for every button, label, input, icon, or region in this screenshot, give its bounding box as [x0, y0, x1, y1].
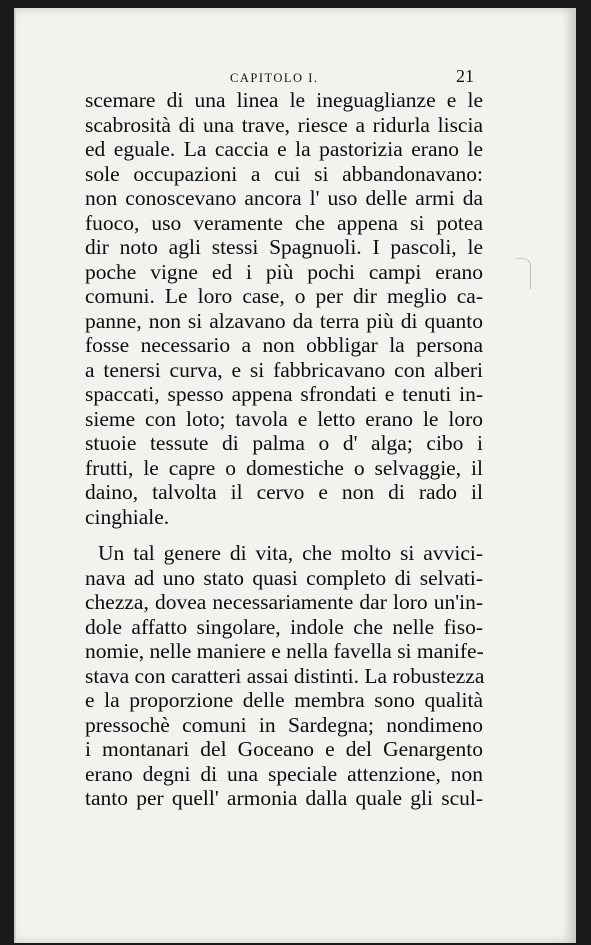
- text-line: fuoco, uso veramente che appena si potea: [85, 210, 483, 235]
- text-line: pressochè comuni in Sardegna; nondimeno: [85, 712, 483, 737]
- text-line: poche vigne ed i più pochi campi erano: [85, 259, 483, 284]
- text-line: frutti, le capre o domestiche o selvaggie, il: [85, 455, 483, 480]
- text-line: scemare di una linea le ineguaglianze e le: [85, 88, 483, 112]
- text-line: ed eguale. La caccia e la pastorizia erano le: [85, 137, 483, 161]
- paragraph: [85, 88, 483, 529]
- text-line: i montanari del Goceano e del Genargento: [85, 737, 483, 761]
- text-line: e la proporzione delle membra sono qualità: [85, 688, 483, 712]
- text-line: erano degni di una speciale attenzione, non: [85, 761, 483, 786]
- book-page: [14, 8, 576, 943]
- text-line: daino, talvolta il cervo e non di rado il: [85, 480, 483, 504]
- text-line: scabrosità di una trave, riesce a ridurla liscia: [85, 112, 483, 137]
- body-text: [85, 88, 483, 811]
- text-line: dir noto agli stessi Spagnuoli. I pascoli, le: [85, 235, 483, 259]
- text-line: sieme con loto; tavola e letto erano le loro: [85, 406, 483, 431]
- text-line: comuni. Le loro case, o per dir meglio ca-: [85, 284, 483, 308]
- text-line: nomie, nelle maniere e nella favella si manife-: [85, 639, 484, 663]
- text-line: stuoie tessute di palma o d' alga; cibo i: [85, 431, 483, 455]
- text-line: stava con caratteri assai distinti. La robustezza: [85, 663, 485, 688]
- text-line: cinghiale.: [85, 504, 170, 529]
- paragraph: [85, 541, 483, 811]
- page-number: 21: [456, 66, 474, 86]
- text-line: chezza, dovea necessariamente dar loro un'in-: [85, 590, 483, 614]
- text-line: tanto per quell' armonia dalla quale gli scul-: [85, 786, 483, 810]
- text-line: spaccati, spesso appena sfrondati e tenuti in-: [85, 382, 483, 406]
- running-head: CAPITOLO I.: [230, 71, 319, 85]
- text-line: nava ad uno stato quasi completo di selvati-: [85, 565, 483, 590]
- text-line: a tenersi curva, e si fabbricavano con alberi: [85, 357, 483, 382]
- text-line: sole occupazioni a cui si abbandonavano:: [85, 161, 483, 186]
- text-line: Un tal genere di vita, che molto si avvici-: [98, 541, 483, 565]
- margin-pencil-mark: [516, 258, 531, 289]
- text-line: panne, non si alzavano da terra più di quanto: [85, 308, 483, 333]
- text-line: non conoscevano ancora l' uso delle armi da: [85, 186, 483, 210]
- text-line: fosse necessario a non obbligar la persona: [85, 333, 483, 357]
- text-line: dole affatto singolare, indole che nelle fiso-: [85, 614, 483, 639]
